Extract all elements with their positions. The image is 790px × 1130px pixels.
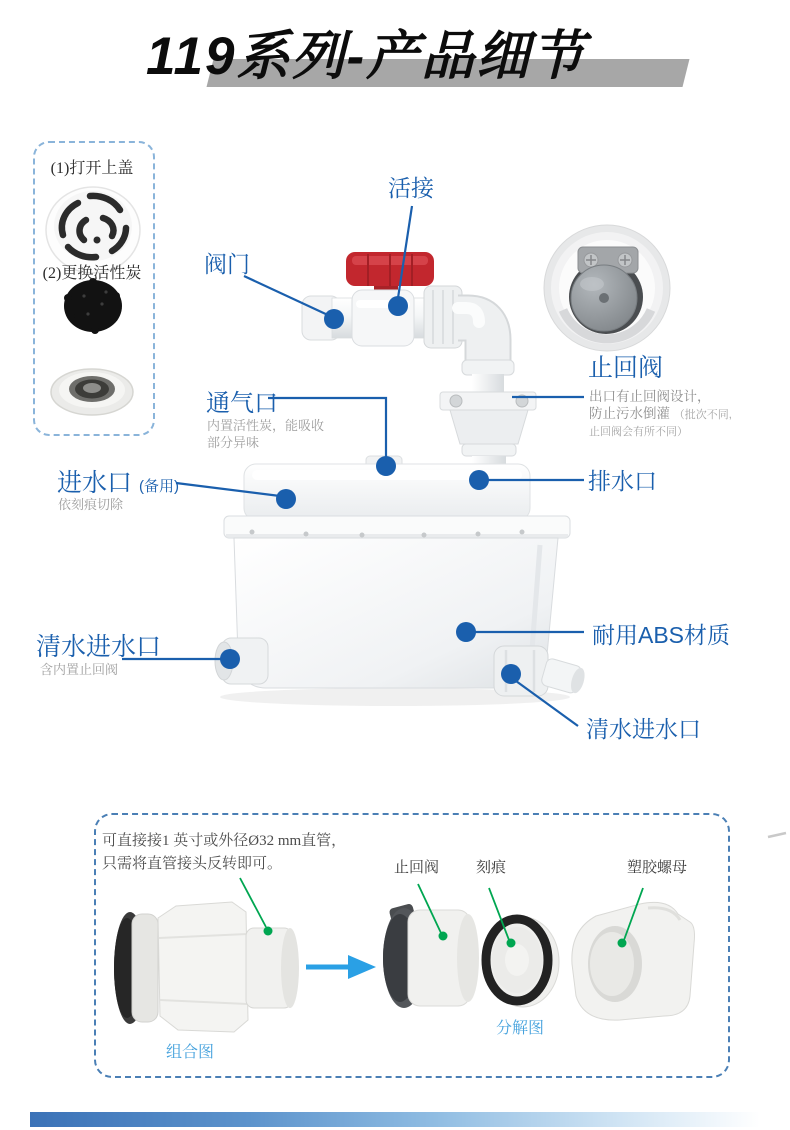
fitting-note-line1: 可直接接1 英寸或外径Ø32 mm直管， — [102, 833, 347, 849]
inlet-desc: 依刻痕切除 — [58, 497, 124, 512]
check-valve-photo — [544, 225, 670, 351]
inlet-suffix-text: (备用) — [138, 478, 179, 495]
vent-desc-line2: 部分异味 — [207, 435, 260, 450]
check-valve-desc — [589, 388, 732, 441]
exploded-parts-photo — [383, 902, 695, 1020]
page-title: 119系列-产品细节 — [146, 27, 587, 86]
part-label-plastic-nut: 塑胶螺母 — [627, 860, 688, 876]
vent-label: 通气口 — [206, 390, 278, 417]
drain-label: 排水口 — [588, 468, 657, 494]
part-label-score-line: 刻痕 — [476, 860, 507, 876]
stray-dash — [768, 833, 786, 837]
vent-desc — [207, 417, 324, 451]
assembled-caption: 组合图 — [166, 1044, 215, 1061]
check-valve-desc-line2 — [589, 405, 732, 424]
valve-label: 阀门 — [204, 251, 250, 277]
assembled-fitting-photo — [114, 902, 299, 1032]
step2-label: (2)更换活性炭 — [42, 265, 142, 282]
check-valve-paren1: （批次不同, — [673, 409, 732, 421]
check-valve-label: 止回阀 — [588, 354, 664, 382]
part-label-check-valve: 止回阀 — [394, 860, 440, 876]
vent-desc-line1: 内置活性炭，能吸收 — [207, 418, 325, 433]
check-valve-desc-line1: 出口有止回阀设计， — [589, 389, 711, 404]
clean-inlet-left-desc: 含内置止回阀 — [40, 662, 119, 677]
arrow-right-icon — [306, 955, 376, 979]
union-label: 活接 — [388, 175, 434, 201]
inlet-backup-label — [57, 463, 179, 499]
carbon-photo — [64, 278, 122, 334]
gasket-photo — [51, 369, 133, 415]
step1-label: (1)打开上盖 — [50, 160, 134, 177]
fitting-note-line2: 只需将直管接头反转即可。 — [102, 856, 283, 872]
clean-inlet-left-label: 清水进水口 — [36, 633, 162, 661]
exploded-caption: 分解图 — [496, 1020, 545, 1037]
inlet-label-text: 进水口 — [57, 469, 133, 497]
clean-inlet-right-label: 清水进水口 — [586, 716, 701, 742]
footer-decor-bar — [30, 1112, 760, 1127]
abs-material-label: 耐用ABS材质 — [592, 622, 731, 648]
fitting-note — [102, 830, 346, 876]
check-valve-desc-text: 防止污水倒灌 — [589, 406, 670, 421]
check-valve-paren2: 止回阀会有所不同） — [589, 426, 688, 438]
